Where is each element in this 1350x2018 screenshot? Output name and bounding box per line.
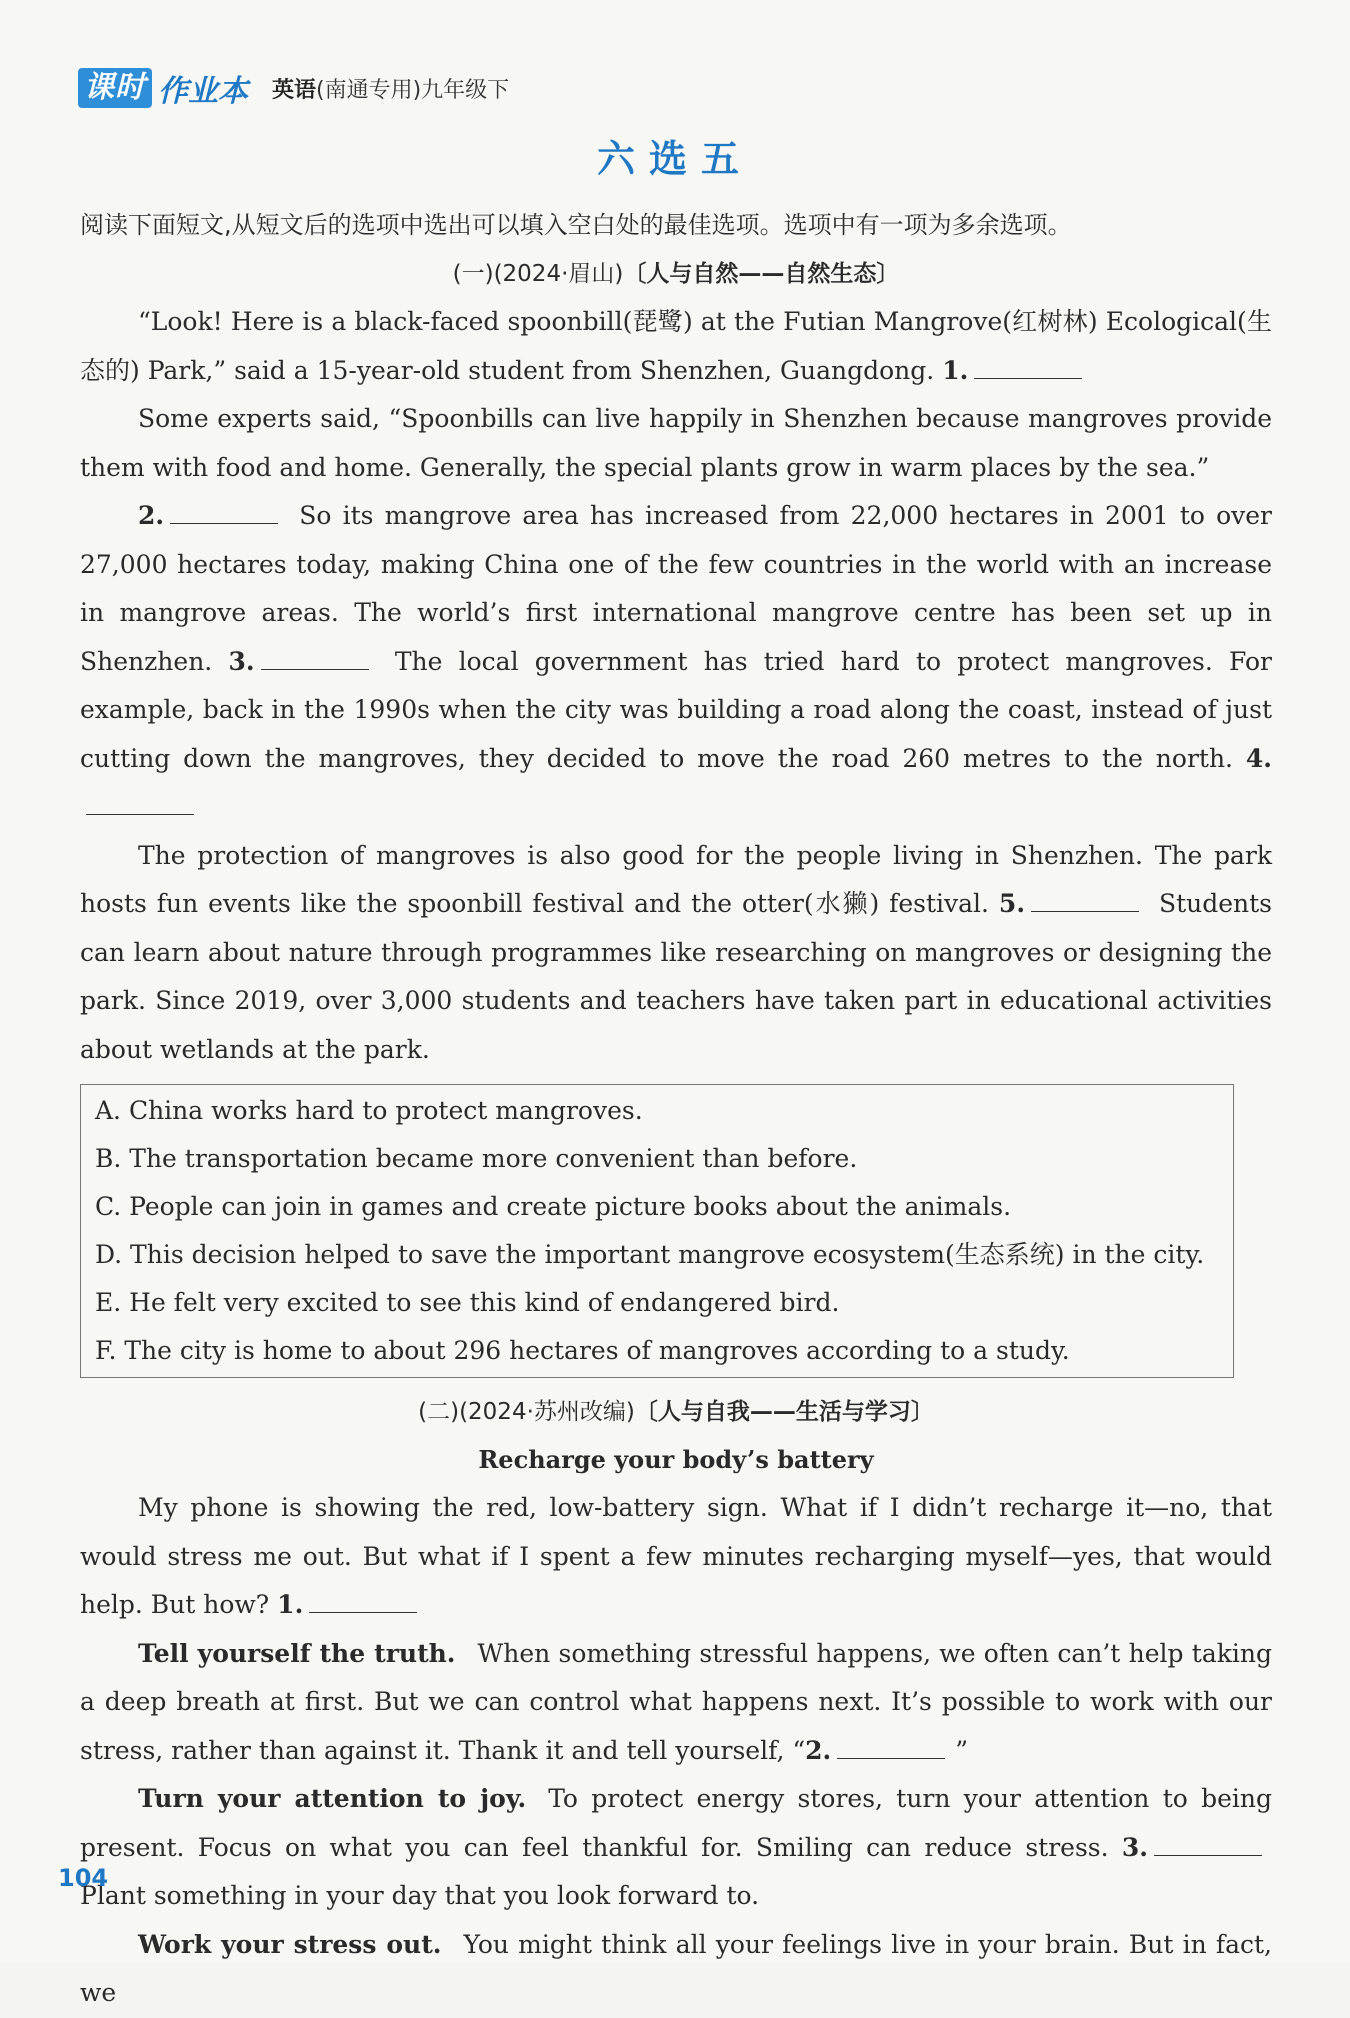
option-c: C. People can join in games and create picture books about the animals.	[95, 1192, 1012, 1221]
subject-name: 英语	[272, 77, 317, 103]
lead-sentence: Turn your attention to joy.	[138, 1784, 527, 1813]
blank-number: 2.	[805, 1735, 832, 1765]
blank-number: 5.	[998, 889, 1026, 918]
answer-blank-s2-3[interactable]	[1154, 1833, 1262, 1856]
s2-paragraph-4: Work your stress out. You might think all your feelings live in your brain. But in fact, we	[80, 1929, 1272, 2007]
answer-blank-2[interactable]	[170, 501, 278, 524]
header	[78, 66, 509, 110]
answer-blank-s2-2[interactable]	[837, 1736, 945, 1759]
s1-paragraph-2: Some experts said, “Spoonbills can live happily in Shenzhen because mangroves provide them with food and home. Generally, the special plants grow in warm places by the sea.”	[80, 404, 1272, 482]
option-e: E. He felt very excited to see this kind of endangered bird.	[95, 1288, 840, 1317]
blank-number: 1.	[942, 355, 969, 385]
blank-number: 2.	[138, 501, 165, 530]
article-title: Recharge your body’s battery	[478, 1445, 874, 1474]
main-content	[80, 200, 1272, 2018]
logo-mark: 课时	[78, 68, 152, 108]
lead-sentence: Tell yourself the truth.	[138, 1638, 456, 1668]
s2-paragraph-2: Tell yourself the truth. When something stressful happens, we often can’t help taking a deep breath at first. But we can control what happens next. It’s possible to work with our stress, rather than against it. Thank it and tell yourself, “2. ”	[80, 1638, 1273, 1765]
subject-label	[272, 73, 509, 104]
option-a: A. China works hard to protect mangroves.	[95, 1096, 643, 1125]
blank-number: 3.	[228, 646, 255, 676]
answer-blank-4[interactable]	[86, 792, 194, 815]
lead-sentence: Work your stress out.	[138, 1929, 442, 1959]
option-d: D. This decision helped to save the important mangrove ecosystem(生态系统) in the city.	[95, 1240, 1205, 1269]
options-box	[80, 1084, 1234, 1378]
s1-paragraph-4: The protection of mangroves is also good for the people living in Shenzhen. The park hosts fun events like the spoonbill festival and the otter(水獭) festival. 5. Students can learn about nature through programmes like researching on mangroves or designing the park. Since 2019, over 3,000 students and teachers have taken part in educational activities about wetlands at the park.	[80, 840, 1272, 1064]
s1-paragraph-3: 2. So its mangrove area has increased from 22,000 hectares in 2001 to over 27,000 hectares today, making China one of the few countries in the world with an increase in mangrove areas. The world’s first international mangrove centre has been set up in Shenzhen. 3. The local government has tried hard to protect mangroves. For example, back in the 1990s when the city was building a road along the coast, instead of just cutting down the mangroves, they decided to move the road 260 metres to the north. 4.	[80, 492, 1272, 832]
answer-blank-s2-1[interactable]	[309, 1590, 417, 1613]
instructions: 阅读下面短文,从短文后的选项中选出可以填入空白处的最佳选项。选项中有一项为多余选项。	[80, 211, 1072, 239]
s2-paragraph-1: My phone is showing the red, low-battery sign. What if I didn’t recharge it—no, that would stress me out. But what if I spent a few minutes recharging myself—yes, that would help. But how? 1.	[80, 1493, 1272, 1619]
s2-paragraph-3: Turn your attention to joy. To protect energy stores, turn your attention to being present. Focus on what you can feel thankful for. Smiling can reduce stress. 3. Plant something in your day that you look forward to.	[80, 1784, 1272, 1910]
blank-number: 1.	[277, 1590, 304, 1619]
page-title: 六选五	[596, 137, 753, 181]
page-number: 104	[58, 1864, 109, 1892]
s1-paragraph-1: “Look! Here is a black-faced spoonbill(琵鹭) at the Futian Mangrove(红树林) Ecological(生态的) Park,” said a 15-year-old student from Shenzhen, Guangdong. 1.	[80, 307, 1272, 385]
option-b: B. The transportation became more convenient than before.	[95, 1144, 858, 1173]
section-1-heading	[80, 250, 1272, 298]
section-1-source: (一)(2024·眉山)	[452, 261, 624, 287]
answer-blank-1[interactable]	[974, 356, 1082, 379]
section-2-theme: 〔人与自我——生活与学习〕	[634, 1399, 934, 1425]
blank-number: 4.	[1245, 743, 1272, 773]
answer-blank-5[interactable]	[1031, 889, 1139, 912]
subject-detail: (南通专用)九年级下	[316, 77, 510, 103]
section-1-theme: 〔人与自然——自然生态〕	[623, 261, 900, 287]
section-2-source: (二)(2024·苏州改编)	[418, 1399, 635, 1425]
option-f: F. The city is home to about 296 hectares of mangroves according to a study.	[95, 1336, 1070, 1365]
section-2-heading	[80, 1388, 1272, 1436]
blank-number: 3.	[1121, 1832, 1148, 1862]
answer-blank-3[interactable]	[261, 647, 369, 670]
logo-text: 作业本	[158, 74, 248, 109]
